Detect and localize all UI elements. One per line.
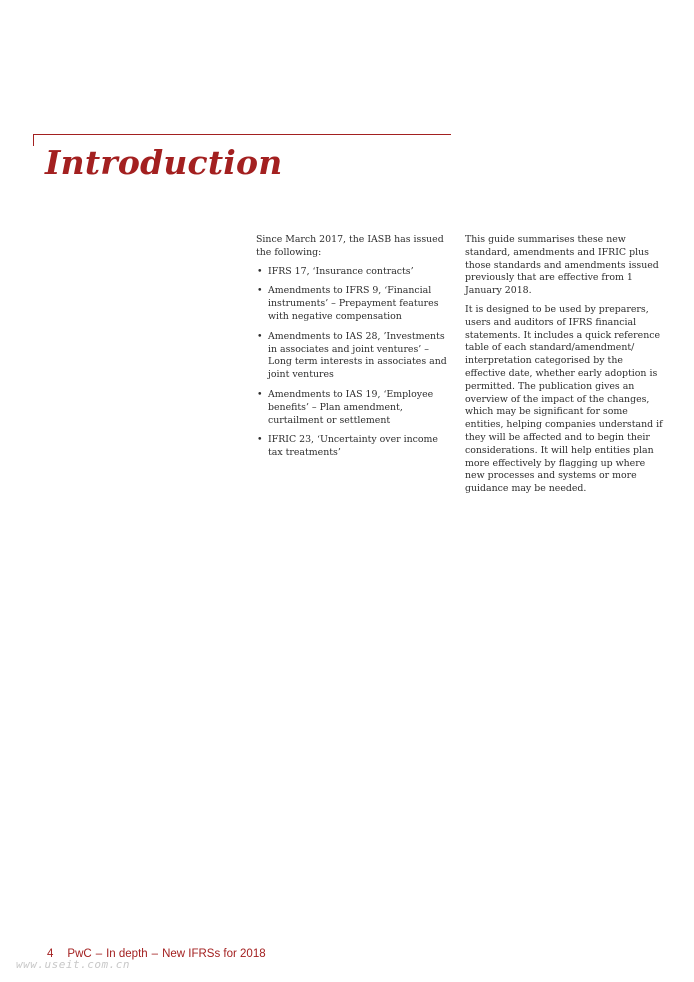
- header-rule-tick: [33, 134, 34, 146]
- page-number: 4: [47, 948, 54, 960]
- list-item-text: Amendments to IFRS 9, ‘Financial instruments’ – Prepayment features with negative compensation: [268, 285, 439, 322]
- list-item: [256, 389, 452, 427]
- purpose-paragraph: It is designed to be used by preparers, users and auditors of IFRS financial statements. It includes a quick reference table of each standard/amendment/ interpretation categorised by the effective date, whether early adoption is permitted. The publication gives an overview of the impact of the changes, which may be significant for some entities, helping companies understand if they will be affected and to begin their considerations. It will help entities plan more effectively by flagging up where new processes and systems or more guidance may be needed.: [465, 303, 663, 495]
- footer-document-title: New IFRSs for 2018: [162, 948, 266, 960]
- bullet-icon: •: [257, 330, 263, 342]
- right-column: [465, 234, 663, 502]
- footer-publisher: PwC: [67, 948, 92, 960]
- list-item: [256, 434, 452, 460]
- list-item-text: IFRS 17, ‘Insurance contracts’: [268, 265, 414, 277]
- list-item-text: IFRIC 23, ‘Uncertainty over income tax treatments’: [268, 434, 438, 459]
- header-rule: [33, 134, 451, 135]
- page-title: Introduction: [45, 143, 283, 182]
- bullet-icon: •: [257, 265, 263, 277]
- left-column: [256, 234, 452, 467]
- footer-separator: –: [151, 948, 159, 960]
- watermark: www.useit.com.cn: [16, 958, 130, 971]
- bullet-icon: •: [257, 388, 263, 400]
- summary-paragraph: This guide summarises these new standard, amendments and IFRIC plus those standards and amendments issued previously that are effective from 1 January 2018.: [465, 234, 659, 297]
- issued-standards-list: [256, 266, 452, 460]
- list-item-text: Amendments to IAS 19, ‘Employee benefits’ – Plan amendment, curtailment or settlement: [268, 388, 434, 426]
- intro-paragraph: Since March 2017, the IASB has issued the following:: [256, 234, 444, 258]
- list-item: [256, 331, 452, 382]
- list-item-text: Amendments to IAS 28, ’Investments in associates and joint ventures’ – Long term interests in associates and joint ventures: [268, 330, 447, 381]
- bullet-icon: •: [257, 434, 263, 446]
- list-item: [256, 285, 452, 323]
- footer-separator: –: [95, 948, 103, 960]
- list-item: [256, 266, 452, 279]
- footer-series: In depth: [106, 948, 148, 960]
- bullet-icon: •: [257, 285, 263, 297]
